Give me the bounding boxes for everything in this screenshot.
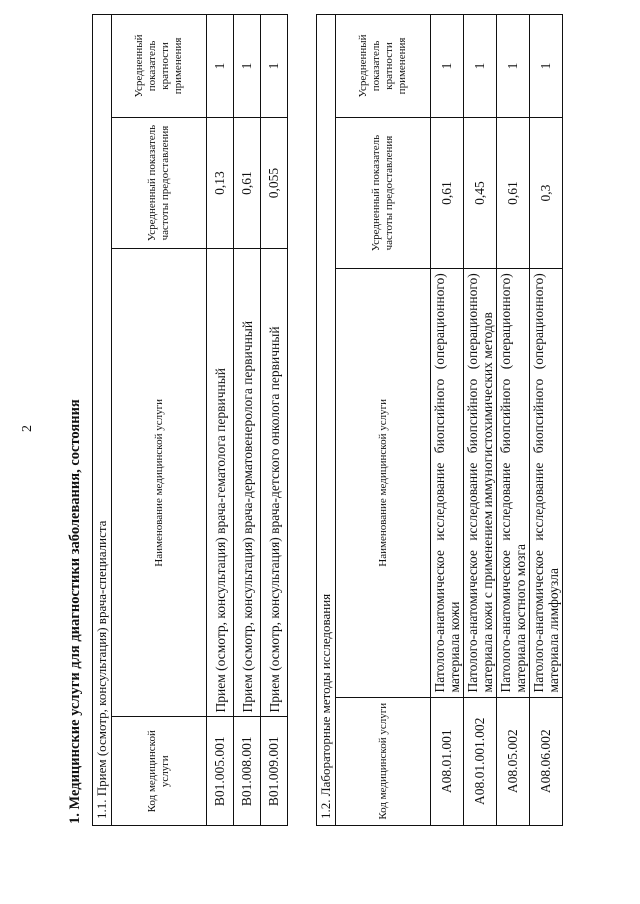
service-code: A08.06.002: [530, 697, 563, 825]
table-row: [261, 15, 288, 826]
multiplicity-value: 1: [207, 15, 234, 118]
table-lab-methods: [316, 14, 563, 826]
table-row: [207, 15, 234, 826]
header-frequency: Усредненный показатель частоты предоставления: [112, 117, 207, 248]
service-code: A08.01.001: [431, 697, 464, 825]
multiplicity-value: 1: [261, 15, 288, 118]
table-caption-row: [93, 15, 112, 826]
frequency-value: 0,055: [261, 117, 288, 248]
frequency-value: 0,61: [497, 117, 530, 268]
service-code: B01.009.001: [261, 717, 288, 826]
multiplicity-value: 1: [464, 15, 497, 118]
section-heading: 1. Медицинские услуги для диагностики заболевания, состояния: [67, 399, 83, 824]
table-consultations: [92, 14, 288, 826]
header-code: Код медицинской услуги: [336, 697, 431, 825]
table-caption: 1.2. Лабораторные методы исследования: [317, 15, 336, 826]
table-caption: 1.1. Прием (осмотр, консультация) врача-специалиста: [93, 15, 112, 826]
service-code: A08.05.002: [497, 697, 530, 825]
header-name: Наименование медицинской услуги: [112, 249, 207, 717]
service-code: B01.008.001: [234, 717, 261, 826]
service-code: B01.005.001: [207, 717, 234, 826]
service-name: Патолого-анатомическое исследование биопсийного (операционного) материала лимфоузла: [530, 269, 563, 697]
header-frequency: Усредненный показатель частоты предоставления: [336, 117, 431, 268]
table-row: [497, 15, 530, 826]
service-name: Прием (осмотр, консультация) врача-дерматовенеролога первичный: [234, 249, 261, 717]
multiplicity-value: 1: [431, 15, 464, 118]
header-name: Наименование медицинской услуги: [336, 269, 431, 697]
service-name: Прием (осмотр, консультация) врача-гематолога первичный: [207, 249, 234, 717]
table-row: [464, 15, 497, 826]
table-header-row: [112, 15, 207, 826]
table-header-row: [336, 15, 431, 826]
page-number: 2: [20, 425, 35, 432]
frequency-value: 0,13: [207, 117, 234, 248]
header-code: Код медицинской услуги: [112, 717, 207, 826]
multiplicity-value: 1: [234, 15, 261, 118]
table-caption-row: [317, 15, 336, 826]
multiplicity-value: 1: [497, 15, 530, 118]
frequency-value: 0,61: [234, 117, 261, 248]
service-code: A08.01.001.002: [464, 697, 497, 825]
table-row: [530, 15, 563, 826]
frequency-value: 0,3: [530, 117, 563, 268]
service-name: Патолого-анатомическое исследование биопсийного (операционного) материала кожи: [431, 269, 464, 697]
header-multiplicity: Усредненный показатель кратности применения: [112, 15, 207, 118]
header-multiplicity: Усредненный показатель кратности применения: [336, 15, 431, 118]
multiplicity-value: 1: [530, 15, 563, 118]
table-row: [234, 15, 261, 826]
service-name: Прием (осмотр, консультация) врача-детского онколога первичный: [261, 249, 288, 717]
service-name: Патолого-анатомическое исследование биопсийного (операционного) материала кожи с применением иммуногистохимических методов: [464, 269, 497, 697]
frequency-value: 0,61: [431, 117, 464, 268]
frequency-value: 0,45: [464, 117, 497, 268]
rotated-document-page: [20, 20, 620, 884]
table-row: [431, 15, 464, 826]
service-name: Патолого-анатомическое исследование биопсийного (операционного) материала костного мозга: [497, 269, 530, 697]
